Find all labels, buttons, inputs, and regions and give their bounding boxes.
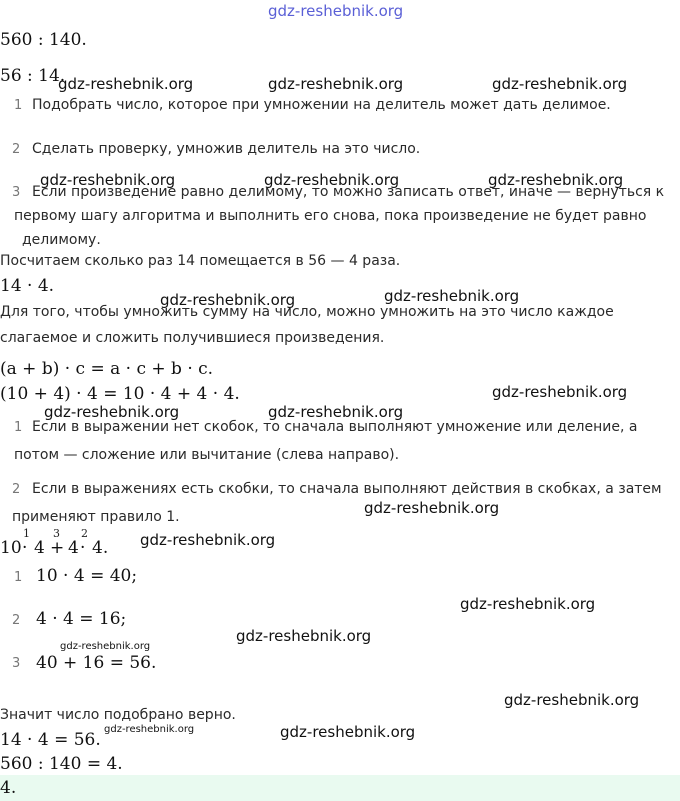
expansion-expression: (10 + 4) · 4 = 10 · 4 + 4 · 4. (0, 384, 240, 404)
algorithm-step-text: первому шагу алгоритма и выполнить его снова, пока произведение не будет равно (14, 208, 647, 224)
watermark: gdz-reshebnik.org (58, 75, 194, 93)
count-text: Посчитаем сколько раз 14 помещается в 56 — 4 раза. (0, 253, 401, 269)
step-expression: 4 · 4 = 16; (36, 609, 127, 629)
answer-value: 4. (0, 778, 17, 798)
order-rule-text: применяют правило 1. (12, 509, 180, 525)
watermark: gdz-reshebnik.org (492, 383, 628, 401)
algorithm-step-text: делимому. (22, 232, 101, 248)
list-number: 2 (12, 613, 21, 628)
problem-expression: 560 : 140. (0, 30, 87, 50)
watermark: gdz-reshebnik.org (236, 627, 372, 645)
list-number: 2 (12, 142, 21, 157)
watermark: gdz-reshebnik.org (488, 171, 624, 189)
expr-part: · (22, 538, 28, 558)
step-expression: 40 + 16 = 56. (36, 653, 157, 673)
result-expression: 560 : 140 = 4. (0, 754, 123, 774)
order-rule-text: Если в выражении нет скобок, то сначала выполняют умножение или деление, а (32, 419, 638, 435)
watermark: gdz-reshebnik.org (460, 595, 596, 613)
order-rule-text: потом — сложение или вычитание (слева направо). (14, 447, 400, 463)
watermark: gdz-reshebnik.org (140, 531, 276, 549)
watermark: gdz-reshebnik.org (160, 291, 296, 309)
watermark: gdz-reshebnik.org (268, 403, 404, 421)
watermark: gdz-reshebnik.org (60, 641, 151, 652)
rule-text: слагаемое и сложить получившиеся произведения. (0, 330, 385, 346)
order-rule-text: Если в выражениях есть скобки, то сначала выполняют действия в скобках, а затем (32, 481, 662, 497)
watermark: gdz-reshebnik.org (280, 723, 416, 741)
watermark: gdz-reshebnik.org (104, 724, 195, 735)
algorithm-step-text: Если произведение равно делимому, то можно записать ответ, иначе — вернуться к (32, 184, 665, 200)
list-number: 2 (12, 482, 21, 497)
step-expression: 10 · 4 = 40; (36, 566, 138, 586)
watermark: gdz-reshebnik.org (268, 75, 404, 93)
expr-part: 4 (34, 538, 45, 558)
list-number: 1 (14, 98, 23, 113)
algorithm-step-text: Подобрать число, которое при умножении на делитель может дать делимое. (32, 97, 611, 113)
operation-order-mark: 3 (53, 527, 60, 540)
trial-division: 56 : 14. (0, 66, 66, 86)
answer-box (0, 775, 680, 801)
check-expression: 14 · 4 = 56. (0, 730, 101, 750)
watermark: gdz-reshebnik.org (264, 171, 400, 189)
operation-order-mark: 1 (23, 527, 30, 540)
expr-part: 4 (68, 538, 79, 558)
operation-order-mark: 2 (81, 527, 88, 540)
list-number: 1 (14, 570, 23, 585)
watermark: gdz-reshebnik.org (384, 287, 520, 305)
list-number: 3 (12, 185, 21, 200)
watermark: gdz-reshebnik.org (364, 499, 500, 517)
algorithm-step-text: Сделать проверку, умножив делитель на это число. (32, 141, 421, 157)
guess-expression: 14 · 4. (0, 276, 55, 296)
expr-part: · (80, 538, 86, 558)
watermark: gdz-reshebnik.org (492, 75, 628, 93)
expr-part: 10 (0, 538, 22, 558)
watermark: gdz-reshebnik.org (40, 171, 176, 189)
conclusion-text: Значит число подобрано верно. (0, 707, 236, 723)
watermark: gdz-reshebnik.org (44, 403, 180, 421)
list-number: 3 (12, 656, 21, 671)
list-number: 1 (14, 420, 23, 435)
distributive-formula: (a + b) · c = a · c + b · c. (0, 359, 214, 379)
expr-part: 4. (92, 538, 109, 558)
watermark: gdz-reshebnik.org (268, 2, 404, 20)
rule-text: Для того, чтобы умножить сумму на число, можно умножить на это число каждое (0, 304, 614, 320)
expr-part: + (50, 538, 65, 558)
watermark: gdz-reshebnik.org (504, 691, 640, 709)
